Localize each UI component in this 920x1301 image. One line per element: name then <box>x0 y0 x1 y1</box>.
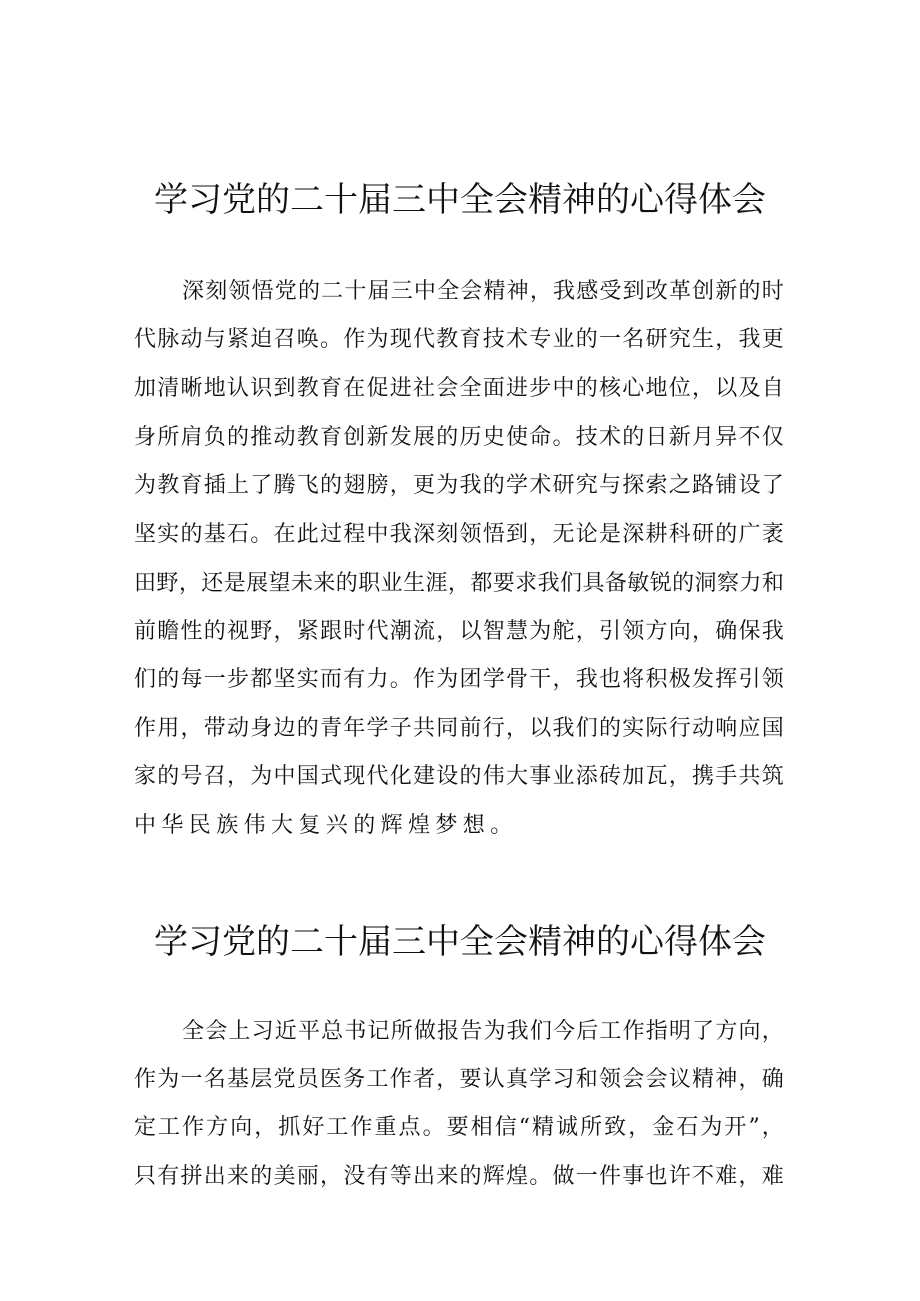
section-1-line-3: 加 清 晰 地 认 识 到 教 育 在 促 进 社 会 全 面 进 步 中 的 核 心 地 位 ， 以 及 自 <box>134 376 784 401</box>
section-2-line-1: 全 会 上 习 近 平 总 书 记 所 做 报 告 为 我 们 今 后 工 作 指 明 了 方 向 ， <box>182 1019 784 1044</box>
section-1-line-7: 田 野 ， 还 是 展 望 未 来 的 职 业 生 涯 ， 都 要 求 我 们 具 备 敏 锐 的 洞 察 力 和 <box>134 571 784 596</box>
section-1-title: 学习党的二十届三中全会精神的心得体会 <box>154 180 766 220</box>
section-2-line-4: 只 有 拼 出 来 的 美 丽 ， 没 有 等 出 来 的 辉 煌 。 做 一 件 事 也 许 不 难 ， 难 <box>134 1164 784 1189</box>
section-1-line-12: 中华民族伟大复兴的辉煌梦想。 <box>134 813 518 838</box>
section-1-line-6: 坚 实 的 基 石 。 在 此 过 程 中 我 深 刻 领 悟 到 ， 无 论 是 深 耕 科 研 的 广 袤 <box>134 522 784 547</box>
section-1-line-5: 为 教 育 插 上 了 腾 飞 的 翅 膀 ， 更 为 我 的 学 术 研 究 与 探 索 之 路 铺 设 了 <box>134 473 784 498</box>
section-1-line-8: 前 瞻 性 的 视 野 ， 紧 跟 时 代 潮 流 ， 以 智 慧 为 舵 ， 引 领 方 向 ， 确 保 我 <box>134 619 784 644</box>
section-2-line-3: 定 工 作 方 向 ， 抓 好 工 作 重 点 。 要 相 信 “ 精 诚 所 致 ， 金 石 为 开 ” ， <box>134 1115 784 1140</box>
section-1-line-10: 作 用 ， 带 动 身 边 的 青 年 学 子 共 同 前 行 ， 以 我 们 的 实 际 行 动 响 应 国 <box>134 716 784 741</box>
section-2-line-2: 作 为 一 名 基 层 党 员 医 务 工 作 者 ， 要 认 真 学 习 和 领 会 会 议 精 神 ， 确 <box>134 1067 784 1092</box>
section-1-line-4: 身 所 肩 负 的 推 动 教 育 创 新 发 展 的 历 史 使 命 。 技 术 的 日 新 月 异 不 仅 <box>134 425 784 450</box>
section-1-line-11: 家 的 号 召 ， 为 中 国 式 现 代 化 建 设 的 伟 大 事 业 添 砖 加 瓦 ， 携 手 共 筑 <box>134 764 784 789</box>
section-1-line-2: 代 脉 动 与 紧 迫 召 唤 。 作 为 现 代 教 育 技 术 专 业 的 一 名 研 究 生 ， 我 更 <box>134 327 784 352</box>
section-1-line-1: 深 刻 领 悟 党 的 二 十 届 三 中 全 会 精 神 ， 我 感 受 到 改 革 创 新 的 时 <box>182 279 784 304</box>
section-2-title: 学习党的二十届三中全会精神的心得体会 <box>154 922 766 962</box>
section-1-line-9: 们 的 每 一 步 都 坚 实 而 有 力 。 作 为 团 学 骨 干 ， 我 也 将 积 极 发 挥 引 领 <box>134 667 784 692</box>
